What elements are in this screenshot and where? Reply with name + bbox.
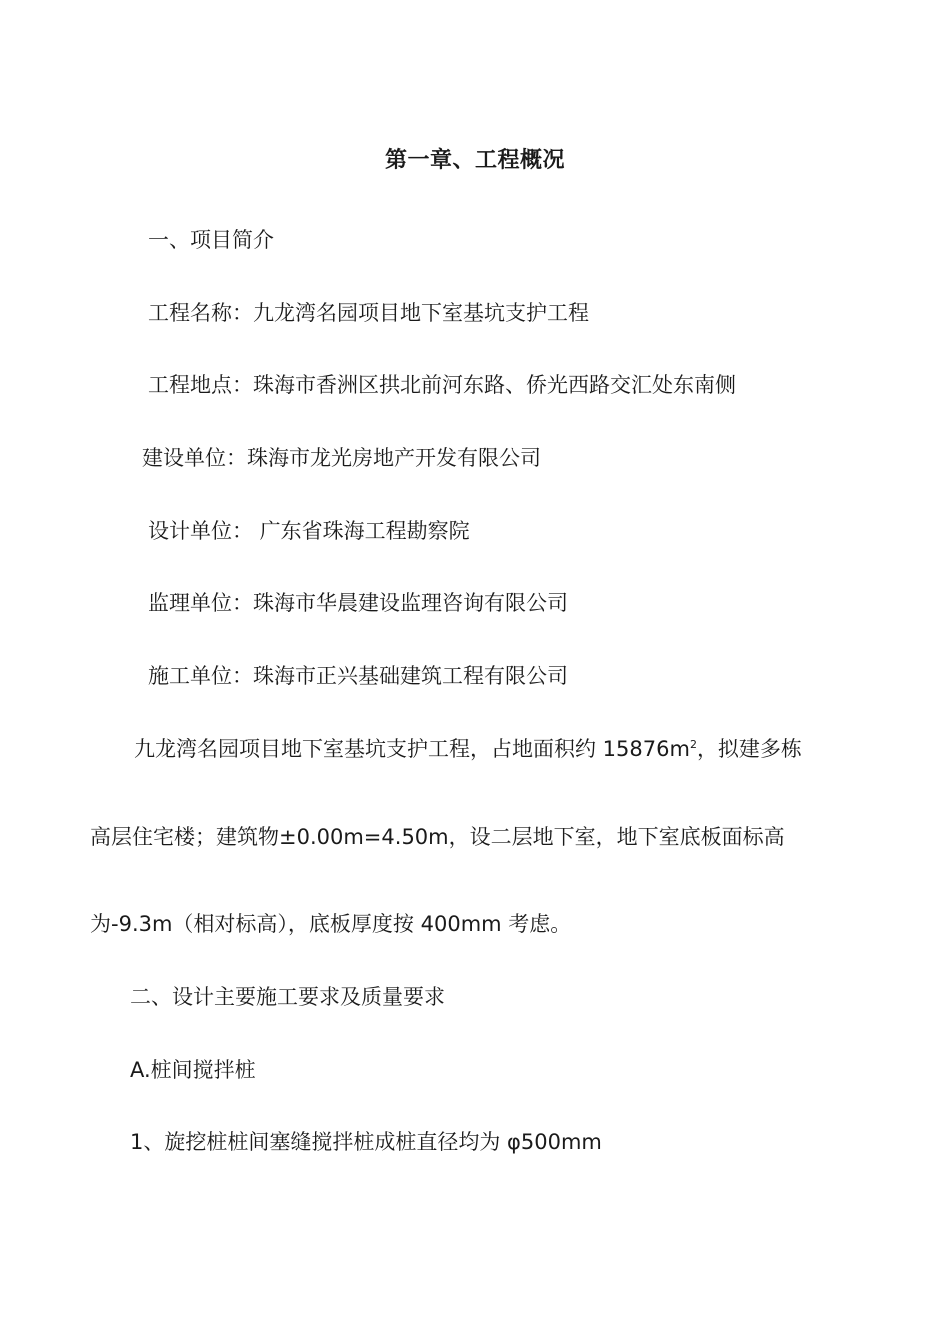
paragraph-line-1 — [134, 734, 802, 764]
supervisor-line: 监理单位：珠海市华晨建设监理咨询有限公司 — [148, 591, 568, 615]
paragraph-line-2: 高层住宅楼；建筑物±0.00m=4.50m，设二层地下室，地下室底板面标高 — [90, 825, 785, 849]
superscript-2: 2 — [689, 738, 697, 751]
chapter-title: 第一章、工程概况 — [384, 148, 565, 173]
designer-line: 设计单位： 广东省珠海工程勘察院 — [148, 519, 470, 543]
section2-heading: 二、设计主要施工要求及质量要求 — [130, 985, 445, 1009]
client-line: 建设单位：珠海市龙光房地产开发有限公司 — [142, 446, 541, 470]
item-1-line: 1、旋挖桩桩间塞缝搅拌桩成桩直径均为 φ500mm — [130, 1130, 602, 1154]
contractor-line: 施工单位：珠海市正兴基础建筑工程有限公司 — [148, 664, 568, 688]
paragraph-text-a: 九龙湾名园项目地下室基坑支护工程，占地面积约 15876m — [134, 737, 690, 761]
subsection-a-heading: A.桩间搅拌桩 — [130, 1058, 256, 1082]
project-name-line: 工程名称：九龙湾名园项目地下室基坑支护工程 — [148, 301, 589, 325]
section1-heading: 一、项目简介 — [148, 228, 274, 252]
paragraph-text-b: ，拟建多栋 — [696, 737, 802, 761]
location-line: 工程地点：珠海市香洲区拱北前河东路、侨光西路交汇处东南侧 — [148, 373, 736, 397]
paragraph-line-3: 为-9.3m（相对标高），底板厚度按 400mm 考虑。 — [90, 912, 572, 936]
